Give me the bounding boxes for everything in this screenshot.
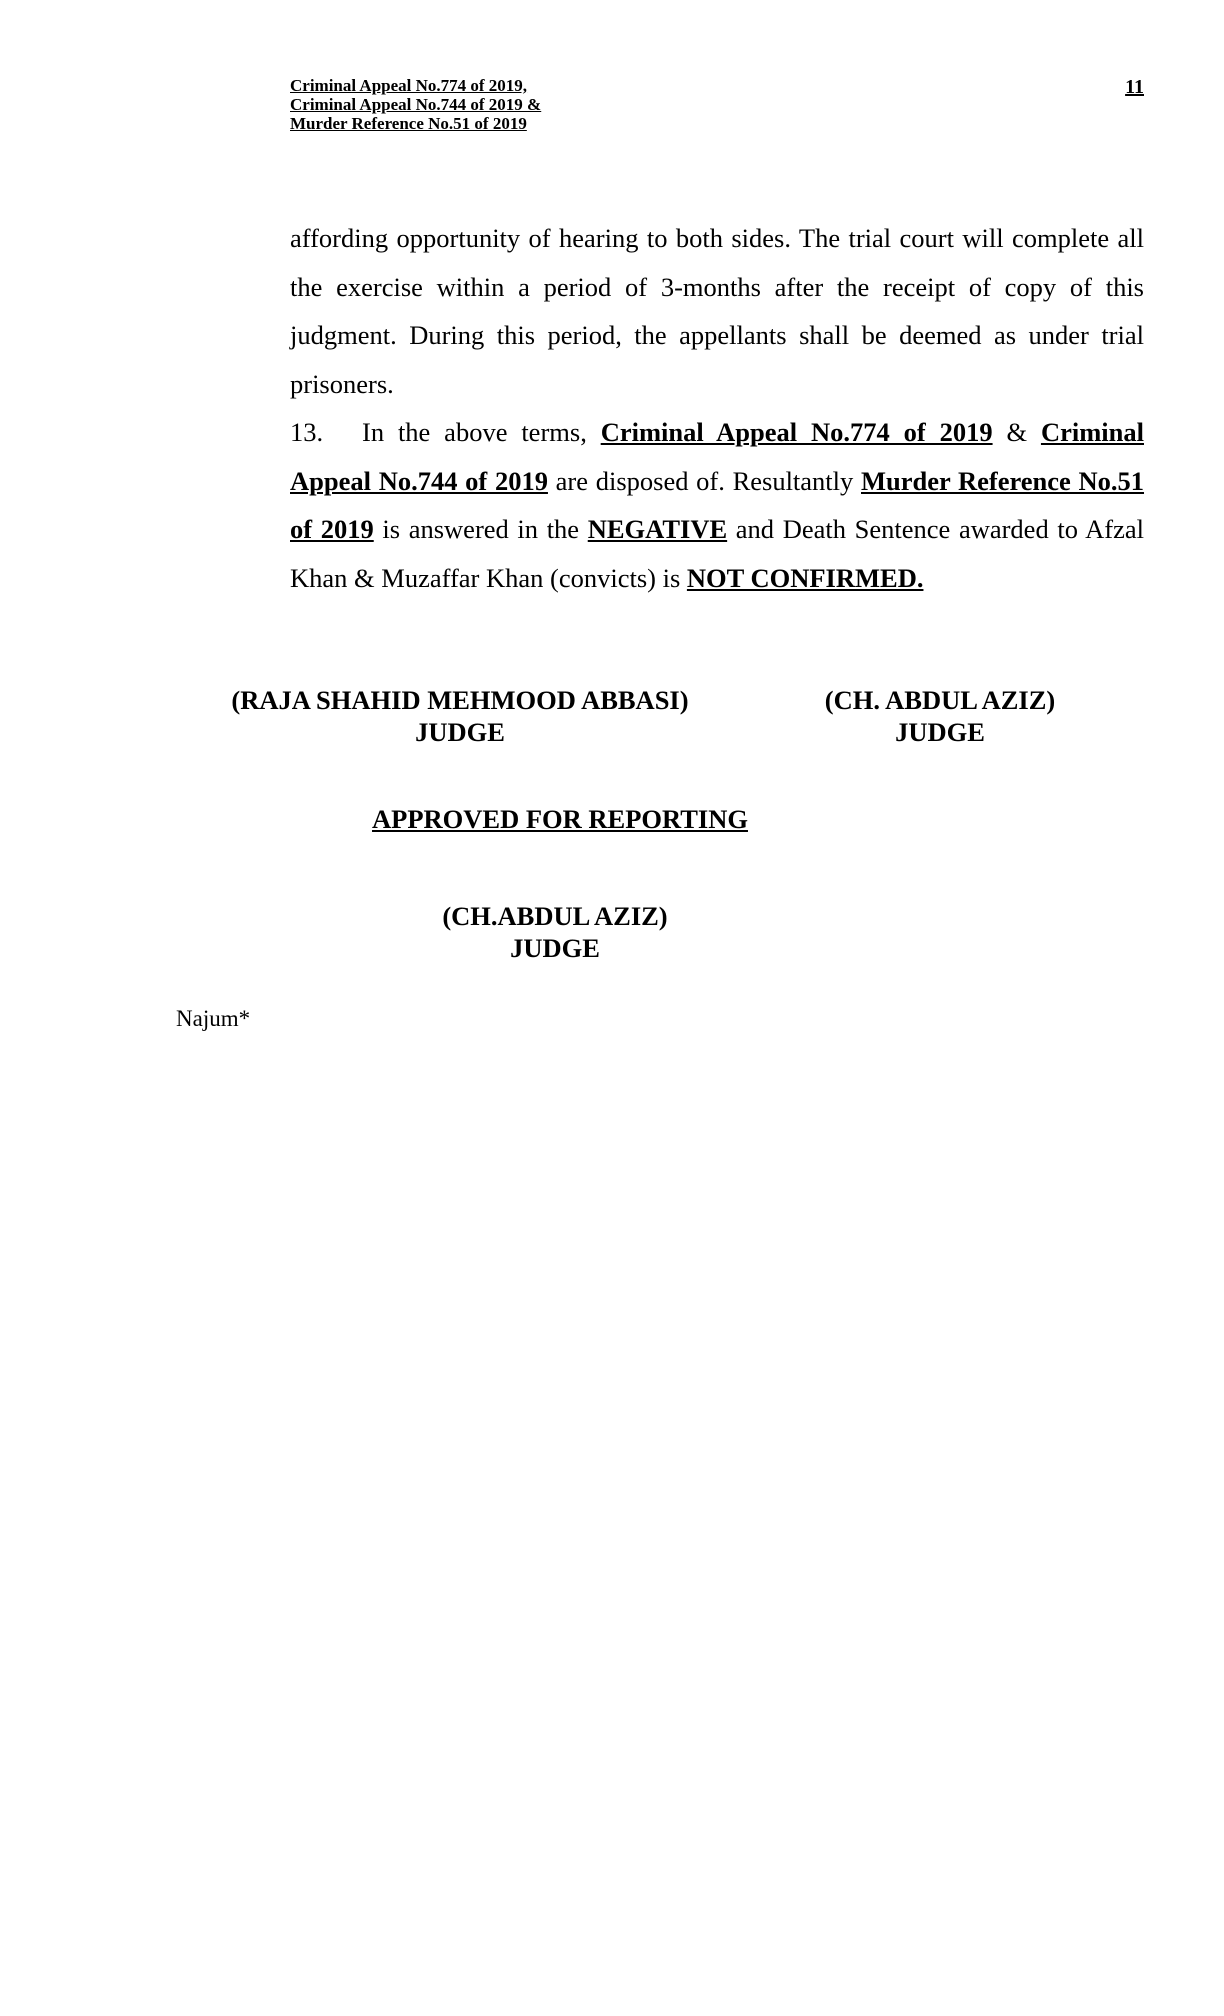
case-reference: Criminal Appeal No.744 of 2019	[290, 417, 1144, 496]
judge-title: JUDGE	[895, 717, 985, 747]
paragraph-13	[290, 408, 1144, 602]
case-header-line: Criminal Appeal No.744 of 2019 &	[290, 95, 542, 114]
paragraph-continuation: affording opportunity of hearing to both sides. The trial court will complete all the exercise within a period of 3-months after the receipt of copy of this judgment. During this period, the appellants shall be deemed as under trial prisoners.	[290, 223, 1144, 399]
paragraph-text: and Death Sentence awarded to Afzal Khan & Muzaffar Khan (convicts) is	[290, 514, 1144, 593]
page-number: 11	[1125, 76, 1144, 98]
approved-for-reporting: APPROVED FOR REPORTING	[372, 804, 748, 834]
case-header	[290, 76, 541, 133]
verdict-negative: NEGATIVE	[587, 514, 728, 544]
case-header-line: Murder Reference No.51 of 2019	[290, 114, 527, 133]
judge-name: (CH.ABDUL AZIZ)	[442, 901, 668, 931]
signature-approver	[355, 900, 755, 964]
paragraph-text: is answered in the	[373, 514, 588, 544]
paragraph-text: are disposed of. Resultantly	[547, 465, 861, 496]
case-reference: Criminal Appeal No.774 of 2019	[600, 417, 993, 447]
judge-name: (CH. ABDUL AZIZ)	[824, 685, 1056, 715]
judge-name: (RAJA SHAHID MEHMOOD ABBASI)	[231, 685, 689, 715]
paragraph-text: &	[992, 417, 1041, 447]
signature-right	[760, 684, 1120, 748]
case-reference: Murder Reference No.51 of 2019	[290, 465, 1145, 544]
typist-initials: Najum*	[176, 1006, 251, 1031]
paragraph-number: 13.	[290, 417, 324, 447]
judgment-body	[290, 214, 1144, 602]
paragraph-text: In the above terms,	[362, 417, 601, 447]
judge-title: JUDGE	[415, 717, 505, 747]
case-header-line: Criminal Appeal No.774 of 2019,	[290, 76, 528, 95]
signature-left	[200, 684, 720, 748]
verdict-not-confirmed: NOT CONFIRMED.	[686, 562, 924, 593]
judge-title: JUDGE	[510, 933, 600, 963]
